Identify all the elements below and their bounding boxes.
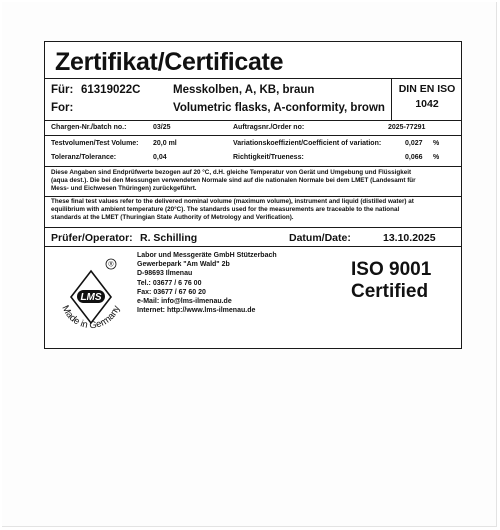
certificate [44, 41, 462, 349]
note-en-line: These final test values refer to the delivered nominal volume (maximum volume), instrument and liquid (distilled water) at [51, 198, 414, 205]
fur-label: Für: [51, 84, 74, 96]
product-name-de: Messkolben, A, KB, braun [173, 84, 315, 96]
iso-9001: ISO 9001 [351, 259, 432, 280]
trueness-unit: % [433, 154, 440, 161]
batch-label: Chargen-Nr./batch no.: [51, 124, 127, 131]
for-label: For: [51, 102, 74, 114]
order-label: Auftragsnr./Order no: [233, 124, 305, 131]
standard-line2: 1042 [415, 98, 439, 110]
operator-label: Prüfer/Operator: [51, 232, 133, 244]
standard-line1: DIN EN ISO [398, 83, 456, 95]
tolerance-value: 0,04 [153, 154, 167, 161]
variation-value: 0,027 [405, 140, 423, 147]
order-value: 2025-77291 [388, 124, 426, 131]
address-line: Internet: http://www.lms-ilmenau.de [137, 307, 256, 315]
company-address [137, 251, 277, 315]
note-en [51, 198, 414, 223]
article-number: 61319022C [81, 84, 141, 96]
divider [45, 227, 461, 228]
trueness-value: 0,066 [405, 154, 423, 161]
lms-logo [51, 254, 131, 334]
address-line: Gewerbepark "Am Wald" 2b [137, 261, 230, 269]
divider [45, 166, 461, 167]
address-line: e-Mail: info@lms-ilmenau.de [137, 298, 232, 306]
note-de [51, 169, 416, 194]
test-volume-value: 20,0 ml [153, 140, 177, 147]
trueness-label: Richtigkeit/Trueness: [233, 154, 304, 161]
test-volume-label: Testvolumen/Test Volume: [51, 140, 139, 147]
note-de-line: Mess- und Eichwesen Thüringen) zurückgeführt. [51, 185, 197, 193]
date-label: Datum/Date: [289, 232, 351, 244]
note-de-line: Diese Angaben sind Endprüfwerte bezogen auf 20 °C, d.H. gleiche Temperatur von Gerät und Umgebung und Flüssigkeit [51, 169, 412, 176]
divider [45, 196, 461, 197]
note-en-line: standards at the LMET (Thuringian State Authority of Metrology and Verification). [51, 214, 294, 222]
logo-text: LMS [80, 292, 102, 303]
divider [391, 78, 392, 120]
iso-certified: Certified [351, 281, 429, 302]
operator-name: R. Schilling [140, 232, 198, 244]
address-line: Fax: 03677 / 67 60 20 [137, 288, 206, 296]
note-de-line: (aqua dest.). Die bei den Messungen verwendeten Normale sind auf die nationalen Normale bei dem LMET (Landesamt für [51, 177, 416, 185]
address-line: D-98693 Ilmenau [137, 270, 193, 278]
divider [45, 120, 461, 121]
divider [45, 135, 461, 136]
certificate-title: Zertifikat/Certificate [55, 48, 284, 76]
made-in-germany-arc: Made in Germany [59, 303, 123, 332]
product-name-en: Volumetric flasks, A-conformity, brown [173, 102, 385, 114]
divider [45, 78, 461, 79]
tolerance-label: Toleranz/Tolerance: [51, 154, 117, 161]
date-value: 13.10.2025 [383, 232, 436, 244]
divider [45, 246, 461, 247]
address-line: Tel.: 03677 / 6 76 00 [137, 279, 202, 287]
registered-mark: ® [108, 261, 114, 269]
variation-unit: % [433, 140, 440, 147]
note-en-line: equilibrium with ambient temperature (20°C). The standards used for the measurements are traceable to the national [51, 206, 400, 214]
variation-label: Variationskoeffizient/Coefficient of variation: [233, 140, 382, 147]
address-line: Labor und Messgeräte GmbH Stützerbach [137, 252, 277, 259]
batch-value: 03/25 [153, 124, 171, 131]
